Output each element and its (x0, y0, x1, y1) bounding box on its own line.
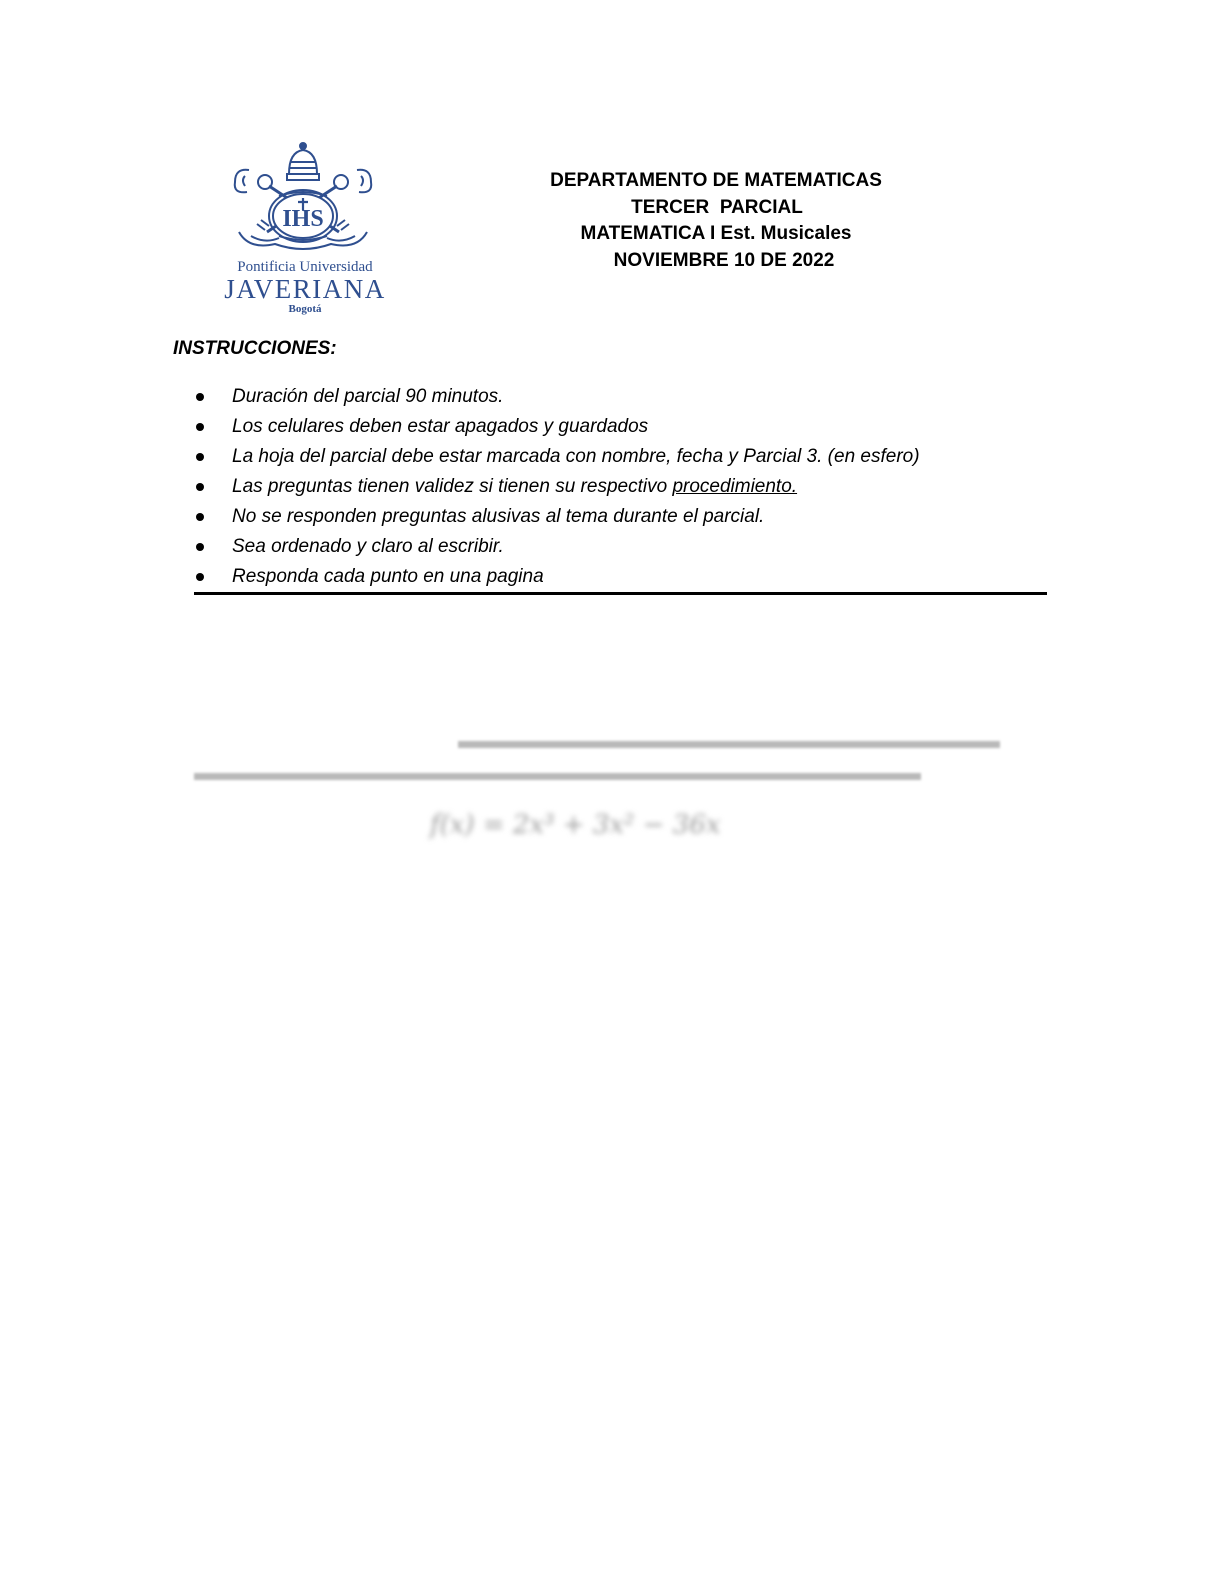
bullet-icon (196, 513, 204, 521)
redacted-text-bar (458, 741, 1000, 748)
redacted-text-bar (194, 773, 921, 780)
exam-title: TERCER PARCIAL (631, 196, 803, 218)
bullet-icon (196, 393, 204, 401)
bullet-icon (196, 543, 204, 551)
instruction-text-main: Las preguntas tienen validez si tienen su respectivo (232, 476, 673, 497)
exam-date: NOVIEMBRE 10 DE 2022 (613, 250, 835, 272)
instruction-text (232, 472, 797, 502)
bullet-icon (196, 423, 204, 431)
instruction-text: Duración del parcial 90 minutos. (232, 386, 504, 407)
section-divider (194, 592, 1047, 595)
university-logo (205, 140, 405, 322)
exam-header (530, 168, 902, 275)
bullet-icon (196, 573, 204, 581)
logo-city: Bogotá (288, 303, 322, 315)
instruction-underlined-text: procedimiento. (672, 476, 798, 497)
logo-name: JAVERIANA (224, 274, 386, 304)
instruction-text: Responda cada punto en una pagina (232, 566, 544, 587)
instruction-text: Sea ordenado y claro al escribir. (232, 536, 504, 557)
instruction-text: No se responden preguntas alusivas al tema durante el parcial. (232, 506, 765, 527)
instruction-text: La hoja del parcial debe estar marcada con nombre, fecha y Parcial 3. (en esfero) (232, 446, 920, 467)
emblem-text: IHS (282, 206, 324, 232)
crest-icon (205, 140, 405, 258)
course-title: MATEMATICA I Est. Musicales (580, 223, 852, 245)
logo-subtitle: Pontificia Universidad (237, 259, 373, 275)
instruction-text: Los celulares deben estar apagados y guardados (232, 416, 649, 437)
blurred-formula: f(x) = 2x³ + 3x² − 36x (430, 810, 721, 840)
instructions-heading: INSTRUCCIONES: (173, 338, 337, 359)
department-title: DEPARTAMENTO DE MATEMATICAS (550, 170, 882, 191)
bullet-icon (196, 483, 204, 491)
bullet-icon (196, 453, 204, 461)
